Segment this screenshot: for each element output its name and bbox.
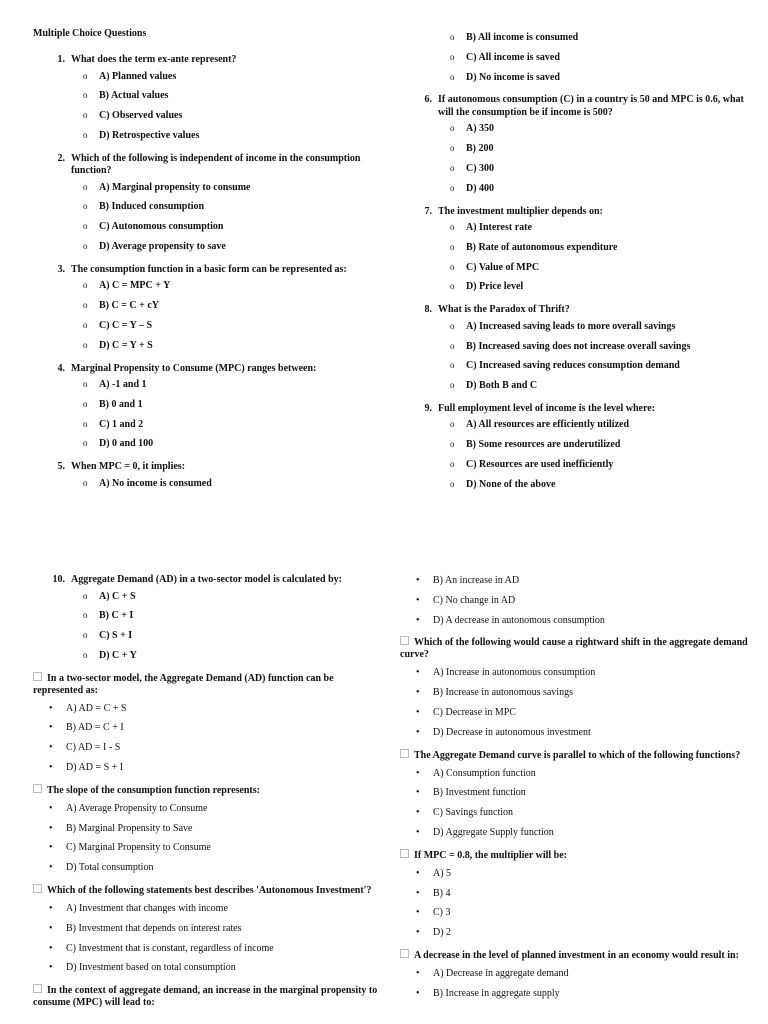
question-item	[33, 672, 378, 778]
continued-options	[400, 28, 750, 87]
answer-option: • A) Increase in autonomous consumption	[400, 663, 750, 683]
question-text: If MPC = 0.8, the multiplier will be:	[414, 849, 567, 861]
question-text: Full employment level of income is the level where:	[438, 402, 655, 414]
answer-option: o D) Average propensity to save	[33, 237, 378, 257]
answer-option: • B) AD = C + I	[33, 718, 378, 738]
options-list	[33, 375, 378, 454]
answer-option: • D) 2	[400, 923, 750, 943]
answer-option: o B) Increased saving does not increase overall savings	[400, 337, 750, 357]
question-text: The Aggregate Demand curve is parallel to which of the following functions?	[414, 749, 741, 761]
answer-option: o D) 0 and 100	[33, 434, 378, 454]
answer-option: • A) Consumption function	[400, 764, 750, 784]
question-item	[400, 849, 750, 943]
question-number: 10.	[52, 574, 65, 585]
options-list	[33, 799, 378, 878]
page-two-left-column	[33, 568, 378, 1011]
question-item	[400, 94, 750, 198]
options-list	[33, 67, 378, 146]
question-text: The investment multiplier depends on:	[438, 205, 603, 217]
question-item	[400, 749, 750, 843]
question-text: What is the Paradox of Thrift?	[438, 304, 570, 316]
answer-option: o D) Price level	[400, 277, 750, 297]
question-number: 8.	[424, 304, 432, 316]
checkbox-glyph-icon	[400, 849, 409, 858]
answer-option: o B) Induced consumption	[33, 197, 378, 217]
answer-option: o B) Actual values	[33, 86, 378, 106]
checkbox-glyph-icon	[33, 672, 42, 681]
question-item	[33, 884, 378, 978]
answer-option: • C) 3	[400, 903, 750, 923]
options-list	[33, 699, 378, 778]
answer-option: • C) Marginal Propensity to Consume	[33, 838, 378, 858]
options-list	[400, 415, 750, 494]
question-text: Which of the following statements best describes 'Autonomous Investment'?	[47, 885, 372, 897]
checkbox-glyph-icon	[33, 784, 42, 793]
answer-option: • B) Increase in autonomous savings	[400, 683, 750, 703]
checkbox-glyph-icon	[33, 984, 42, 993]
answer-option: o C) Autonomous consumption	[33, 217, 378, 237]
question-text: In a two-sector model, the Aggregate Demand (AD) function can be represented as:	[33, 672, 334, 696]
answer-option: o C) Value of MPC	[400, 258, 750, 278]
answer-option: o B) All income is consumed	[400, 28, 750, 48]
options-list	[33, 178, 378, 257]
answer-option: • D) Total consumption	[33, 858, 378, 878]
question-item	[400, 403, 750, 495]
options-list	[400, 663, 750, 742]
answer-option: • D) Decrease in autonomous investment	[400, 723, 750, 743]
question-text: In the context of aggregate demand, an increase in the marginal propensity to consume (MPC) will lead to:	[33, 985, 378, 1009]
answer-option: o A) 350	[400, 119, 750, 139]
checkbox-glyph-icon	[33, 884, 42, 893]
answer-option: o B) 200	[400, 139, 750, 159]
question-item	[33, 264, 378, 356]
answer-option: o B) C + I	[33, 606, 378, 626]
answer-option: o A) Planned values	[33, 67, 378, 87]
question-text: The slope of the consumption function represents:	[47, 784, 260, 796]
answer-option: • B) Investment that depends on interest rates	[33, 919, 378, 939]
question-item	[400, 636, 750, 742]
answer-option: • B) 4	[400, 884, 750, 904]
question-text: When MPC = 0, it implies:	[71, 461, 186, 473]
answer-option: o D) Both B and C	[400, 376, 750, 396]
answer-option: o D) C + Y	[33, 646, 378, 666]
answer-option: • D) Aggregate Supply function	[400, 823, 750, 843]
answer-option: o C) Resources are used inefficiently	[400, 455, 750, 475]
answer-option: o C) Observed values	[33, 106, 378, 126]
answer-option: • A) 5	[400, 864, 750, 884]
answer-option: • D) AD = S + I	[33, 758, 378, 778]
question-item	[33, 784, 378, 878]
answer-option: o D) No income is saved	[400, 68, 750, 88]
answer-option: • B) Marginal Propensity to Save	[33, 819, 378, 839]
answer-option: • C) Decrease in MPC	[400, 703, 750, 723]
answer-option: • A) AD = C + S	[33, 699, 378, 719]
question-item	[33, 153, 378, 257]
question-number: 1.	[57, 54, 65, 65]
checkbox-glyph-icon	[400, 636, 409, 645]
answer-option: • D) Investment based on total consumption	[33, 958, 378, 978]
question-list	[400, 94, 750, 494]
answer-option: o A) -1 and 1	[33, 375, 378, 395]
options-list	[400, 964, 750, 1004]
question-item	[400, 304, 750, 396]
options-list	[400, 764, 750, 843]
continued-options	[400, 571, 750, 630]
answer-option: • C) Savings function	[400, 803, 750, 823]
options-list	[400, 119, 750, 198]
checkbox-glyph-icon	[400, 749, 409, 758]
answer-option: o B) Rate of autonomous expenditure	[400, 238, 750, 258]
options-list	[400, 218, 750, 297]
answer-option: o A) No income is consumed	[33, 474, 378, 494]
answer-option: • C) AD = I - S	[33, 738, 378, 758]
question-text: Marginal Propensity to Consume (MPC) ranges between:	[71, 362, 317, 374]
answer-option: o D) None of the above	[400, 475, 750, 495]
answer-option: o A) C + S	[33, 587, 378, 607]
answer-option: • C) No change in AD	[400, 591, 750, 611]
answer-option: • B) Increase in aggregate supply	[400, 984, 750, 1004]
answer-option: o D) C = Y + S	[33, 336, 378, 356]
question-number: 5.	[57, 461, 65, 473]
unnumbered-question-list	[400, 636, 750, 1003]
answer-option: • B) An increase in AD	[400, 571, 750, 591]
options-list	[33, 474, 378, 494]
answer-option: o B) C = C + cY	[33, 296, 378, 316]
question-item	[33, 461, 378, 493]
answer-option: o C) S + I	[33, 626, 378, 646]
question-item	[400, 949, 750, 1004]
answer-option: o D) Retrospective values	[33, 126, 378, 146]
options-list	[400, 317, 750, 396]
answer-option: o A) Marginal propensity to consume	[33, 178, 378, 198]
options-list	[33, 587, 378, 666]
checkbox-glyph-icon	[400, 949, 409, 958]
answer-option: o A) C = MPC + Y	[33, 276, 378, 296]
section-heading: Multiple Choice Questions	[33, 28, 147, 39]
answer-option: o C) 300	[400, 159, 750, 179]
question-ten	[33, 574, 378, 666]
answer-option: o C) Increased saving reduces consumption demand	[400, 356, 750, 376]
answer-option: o D) 400	[400, 179, 750, 199]
question-text: What does the term ex-ante represent?	[71, 54, 237, 65]
question-list	[33, 54, 378, 494]
question-item	[33, 54, 378, 146]
question-item	[33, 363, 378, 455]
page-one-right-column	[400, 28, 750, 495]
question-item	[400, 206, 750, 298]
options-list	[33, 899, 378, 978]
question-number: 6.	[424, 94, 432, 106]
answer-option: o B) 0 and 1	[33, 395, 378, 415]
question-item	[33, 984, 378, 1009]
question-text: The consumption function in a basic form can be represented as:	[71, 263, 347, 275]
question-text: Which of the following is independent of income in the consumption function?	[71, 152, 361, 177]
question-number: 3.	[57, 263, 65, 275]
question-text: Which of the following would cause a rightward shift in the aggregate demand curve?	[400, 637, 748, 661]
question-number: 4.	[57, 362, 65, 374]
question-text: If autonomous consumption (C) in a country is 50 and MPC is 0.6, what will the consumption be if income is 500?	[438, 94, 744, 118]
answer-option: o C) C = Y – S	[33, 316, 378, 336]
answer-option: • C) Investment that is constant, regardless of income	[33, 939, 378, 959]
question-number: 9.	[424, 402, 432, 414]
answer-option: • A) Investment that changes with income	[33, 899, 378, 919]
answer-option: o A) All resources are efficiently utilized	[400, 415, 750, 435]
options-list	[400, 864, 750, 943]
answer-option: • A) Average Propensity to Consume	[33, 799, 378, 819]
answer-option: o B) Some resources are underutilized	[400, 435, 750, 455]
page-two	[0, 568, 768, 1024]
options-list	[33, 276, 378, 355]
answer-option: o C) 1 and 2	[33, 415, 378, 435]
answer-option: o A) Increased saving leads to more overall savings	[400, 317, 750, 337]
unnumbered-question-list	[33, 672, 378, 1010]
answer-option: • A) Decrease in aggregate demand	[400, 964, 750, 984]
question-number: 2.	[57, 152, 65, 164]
answer-option: • D) A decrease in autonomous consumption	[400, 611, 750, 631]
page-one-left-column	[33, 0, 378, 494]
answer-option: o A) Interest rate	[400, 218, 750, 238]
page-two-right-column	[400, 571, 750, 1004]
answer-option: o C) All income is saved	[400, 48, 750, 68]
question-text: Aggregate Demand (AD) in a two-sector model is calculated by:	[71, 574, 342, 585]
question-text: A decrease in the level of planned investment in an economy would result in:	[414, 949, 739, 961]
question-number: 7.	[424, 205, 432, 217]
answer-option: • B) Investment function	[400, 783, 750, 803]
